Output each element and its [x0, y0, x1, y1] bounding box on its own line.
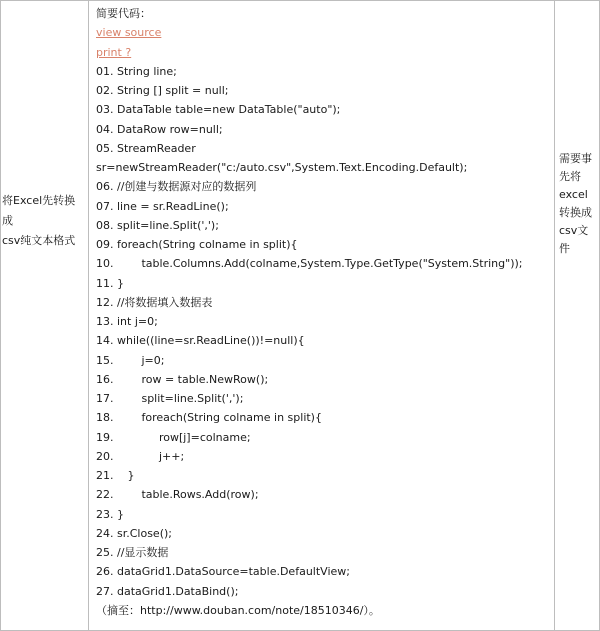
code-line: 01. String line;	[96, 64, 177, 78]
code-line: 16. row = table.NewRow();	[96, 372, 269, 386]
code-line: 17. split=line.Split(',');	[96, 392, 244, 405]
code-heading: 简要代码：	[96, 7, 151, 20]
code-cell	[96, 4, 552, 620]
code-line: 15. j=0;	[96, 353, 165, 367]
code-line: 22. table.Rows.Add(row);	[96, 488, 259, 502]
source-footer: （摘至：http://www.douban.com/note/18510346/）。	[96, 603, 380, 617]
code-line: 08. split=line.Split(',');	[96, 218, 219, 232]
right-cell-line: 需要事	[559, 152, 592, 165]
code-line: 24. sr.Close();	[96, 526, 172, 540]
code-line: sr=newStreamReader("c:/auto.csv",System.Text.Encoding.Default);	[96, 161, 468, 174]
view-source-link[interactable]: view source	[96, 26, 162, 40]
code-line: 11. }	[96, 276, 124, 290]
right-note-cell	[559, 150, 595, 258]
code-line: 23. }	[96, 507, 124, 521]
code-line: 27. dataGrid1.DataBind();	[96, 584, 239, 598]
code-line: 04. DataRow row=null;	[96, 122, 223, 136]
column-divider-left	[88, 0, 89, 631]
code-line: 06. //创建与数据源对应的数据列	[96, 180, 257, 194]
right-cell-line: 先将	[559, 170, 581, 183]
code-line: 20. j++;	[96, 449, 185, 463]
left-cell-line: 将Excel先转换成	[2, 194, 76, 227]
code-line: 25. //显示数据	[96, 546, 169, 559]
column-divider-right	[554, 0, 555, 631]
print-link[interactable]: print ?	[96, 45, 132, 59]
right-cell-line: csv文	[559, 224, 589, 237]
left-description-cell	[2, 191, 86, 251]
code-line: 10. table.Columns.Add(colname,System.Type.GetType("System.String"));	[96, 257, 523, 271]
code-line: 12. //将数据填入数据表	[96, 295, 213, 309]
code-line: 13. int j=0;	[96, 315, 158, 328]
code-line: 26. dataGrid1.DataSource=table.DefaultView;	[96, 565, 350, 579]
code-line: 05. StreamReader	[96, 141, 196, 155]
code-line: 19. row[j]=colname;	[96, 430, 251, 444]
code-line: 03. DataTable table=new DataTable("auto");	[96, 103, 341, 117]
right-cell-line: 件	[559, 242, 570, 255]
code-line: 02. String [] split = null;	[96, 84, 229, 97]
left-cell-line: csv纯文本格式	[2, 234, 76, 247]
code-line: 07. line = sr.ReadLine();	[96, 199, 229, 213]
right-cell-line: excel	[559, 188, 588, 201]
code-line: 18. foreach(String colname in split){	[96, 411, 322, 425]
code-block	[96, 62, 552, 601]
code-line: 14. while((line=sr.ReadLine())!=null){	[96, 334, 305, 348]
code-line: 21. }	[96, 469, 135, 482]
right-cell-line: 转换成	[559, 206, 592, 219]
code-line: 09. foreach(String colname in split){	[96, 238, 298, 251]
